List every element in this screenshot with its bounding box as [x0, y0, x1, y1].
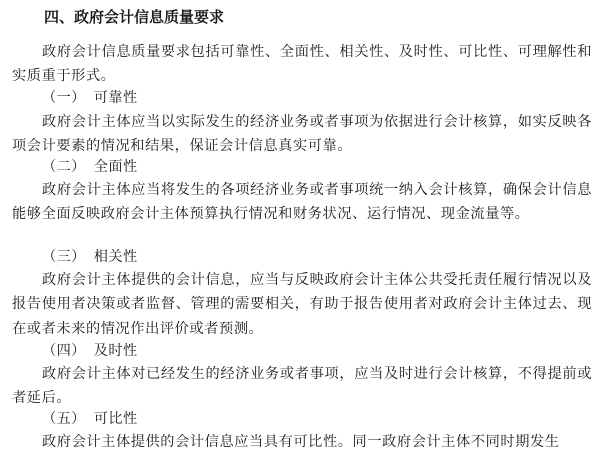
item-heading-reliability: [42, 87, 138, 109]
item-heading-comparability: [42, 408, 138, 430]
item-body-comparability: 政府会计主体提供的会计信息应当具有可比性。同一政府会计主体不同时期发生: [42, 434, 560, 450]
item-number: （五）: [42, 411, 86, 427]
item-number: （四）: [42, 343, 86, 359]
item-body-timeliness: 政府会计主体对已经发生的经济业务或者事项，应当及时进行会计核算，不得提前或者延后。: [12, 366, 592, 407]
section-heading: 四、政府会计信息质量要求: [44, 8, 225, 26]
item-heading-completeness: [42, 156, 138, 178]
item-body-reliability: 政府会计主体应当以实际发生的经济业务或者事项为依据进行会计核算，如实反映各项会计要素的情况和结果，保证会计信息真实可靠。: [12, 114, 592, 155]
item-body-relevance: 政府会计主体提供的会计信息，应当与反映政府会计主体公共受托责任履行情况以及报告使用者决策或者监督、管理的需要相关，有助于报告使用者对政府会计主体过去、现在或者未来的情况作出评价或者预测。: [12, 272, 592, 337]
item-number: （二）: [42, 159, 86, 175]
item-body-completeness: 政府会计主体应当将发生的各项经济业务或者事项统一纳入会计核算，确保会计信息能够全面反映政府会计主体预算执行情况和财务状况、运行情况、现金流量等。: [12, 182, 592, 223]
item-title: 可靠性: [93, 90, 138, 106]
item-title: 全面性: [93, 159, 138, 175]
item-title: 相关性: [93, 249, 138, 265]
item-heading-relevance: [42, 246, 138, 268]
item-number: （三）: [42, 249, 86, 265]
item-number: （一）: [42, 90, 86, 106]
item-heading-timeliness: [42, 340, 138, 362]
item-title: 可比性: [93, 411, 138, 427]
item-title: 及时性: [93, 343, 138, 359]
section-intro: 政府会计信息质量要求包括可靠性、全面性、相关性、及时性、可比性、可理解性和实质重于形式。: [12, 44, 592, 85]
